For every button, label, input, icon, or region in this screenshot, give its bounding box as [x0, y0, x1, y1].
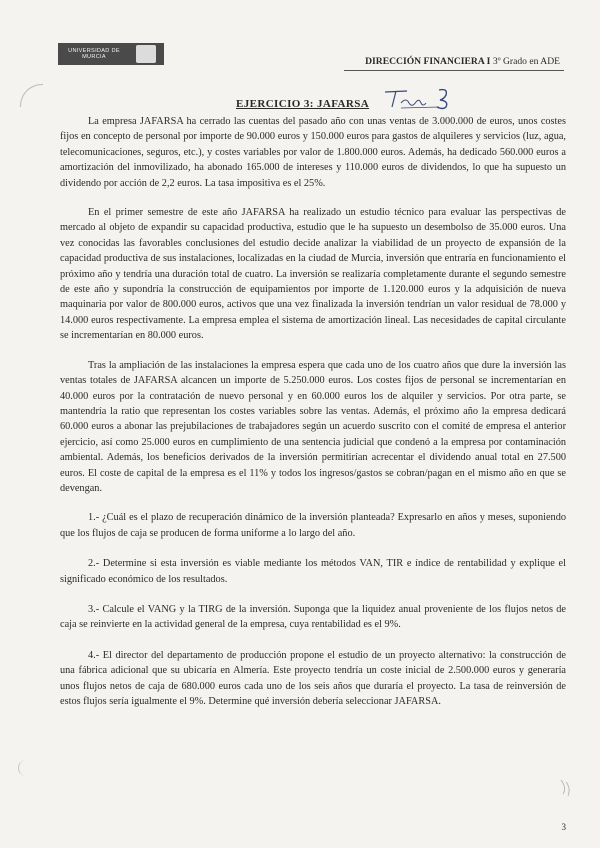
question-3: 3.- Calcule el VANG y la TIRG de la inversión. Suponga que la liquidez anual proveniente de los flujos netos de caja se reinvierte en la actividad general de la empresa, cuya rentabilidad es el 9%.: [60, 603, 566, 631]
course-name: DIRECCIÓN FINANCIERA I: [365, 56, 491, 67]
logo-line-2: MURCIA: [82, 54, 106, 60]
title-row: [236, 86, 453, 110]
scan-mark: [20, 84, 43, 107]
question-4: 4.- El director del departamento de producción propone el estudio de un proyecto alternativo: la construcción de una fábrica adicional que su ubicaría en Almería. Este proyecto tendría un coste inicial de 2.500.000 euros y generaría unos flujos netos de caja de 680.000 euros cada uno de los seis años que duraría el proyecto. La tasa de reinversión de estos flujos sería igualmente el 9%. Determine qué inversión debería seleccionar JAFARSA.: [60, 649, 566, 707]
paragraph-expansion: Tras la ampliación de las instalaciones la empresa espera que cada uno de los cuatro años que dure la inversión las ventas totales de JAFARSA alcancen un importe de 5.250.000 euros. Los costes fijos de personal se incrementarían en 40.000 euros por la contratación de nuevo personal y en 60.000 euros los de alquiler y servicios. Por otra parte, se mantendría la ratio que representan los costes variables sobre las ventas. Además, el próximo año la empresa dedicará 60.000 euros a abonar las prejubilaciones de trabajadores según un acuerdo suscrito con el comité de empresa el anterior ejercicio, así como 25.000 euros en cumplimiento de una sentencia judicial que condenó a la empresa por contaminación ambiental. Además, los beneficios derivados de la inversión permitirían acrecentar el dividendo anual total en 27.500 euros. El coste de capital de la empresa es el 11% y todos los ingresos/gastos se cobran/pagan en el mismo año en que se devengan.: [60, 359, 566, 494]
logo-text: [58, 48, 130, 61]
course-level: 3º Grado en ADE: [492, 56, 560, 67]
margin-pencil-mark-icon: [558, 776, 574, 802]
university-logo: [58, 43, 164, 65]
paragraph-intro: La empresa JAFARSA ha cerrado las cuentas del pasado año con unas ventas de 3.000.000 de euros, unos costes fijos en concepto de personal por importe de 90.000 euros y 150.000 euros para gastos de alquileres y servicios (luz, agua, telecomunicaciones, seguros, etc.), y costes variables por valor de 1.800.000 euros. Además, ha dedicado 560.000 euros a amortización del inmovilizado, ha abonado 165.000 de intereses y 110.000 euros de dividendos, lo que ha supuesto un dividendo por acción de 2,2 euros. La tasa impositiva es el 25%.: [60, 116, 566, 189]
page-number: 3: [561, 822, 566, 832]
university-seal-icon: [136, 45, 156, 63]
course-header: [365, 56, 560, 67]
handwritten-note-icon: [383, 86, 453, 110]
header-rule: [344, 70, 564, 71]
exercise-title: EJERCICIO 3: JAFARSA: [236, 98, 370, 110]
question-1: 1.- ¿Cuál es el plazo de recuperación dinámico de la inversión planteada? Expresarlo en años y meses, suponiendo que los flujos de caja se producen de forma uniforme a lo largo del año.: [60, 512, 566, 539]
paragraph-investment: En el primer semestre de este año JAFARSA ha realizado un estudio técnico para evaluar las perspectivas de mercado al objeto de expandir su capacidad productiva, estudio que le ha supuesto un desembolso de 35.000 euros. Una vez conocidas las favorables conclusiones del estudio decide analizar la viabilidad de un proyecto de expansión de la capacidad productiva de sus instalaciones, localizadas en la ciudad de Murcia, inversión que entraría en funcionamiento el próximo año y tendría una duración total de cuatro. La inversión se realizaría completamente durante el segundo semestre de este año y supondría la construcción de equipamientos por importe de 1.120.000 euros y la adquisición de nueva maquinaria por valor de 800.000 euros, activos que una vez finalizada la inversión tendrían un valor residual de 78.000 y 14.000 euros respectivamente. La empresa emplea el sistema de amortización lineal. Las necesidades de capital circulante se incrementarían en 80.000 euros.: [60, 207, 566, 342]
question-2: 2.- Determine si esta inversión es viable mediante los métodos VAN, TIR e índice de rentabilidad y explique el significado económico de los resultados.: [60, 558, 566, 585]
scan-mark-bottom: [18, 760, 33, 776]
logo-line-1: UNIVERSIDAD DE: [68, 47, 120, 54]
exercise-body: [60, 114, 566, 724]
